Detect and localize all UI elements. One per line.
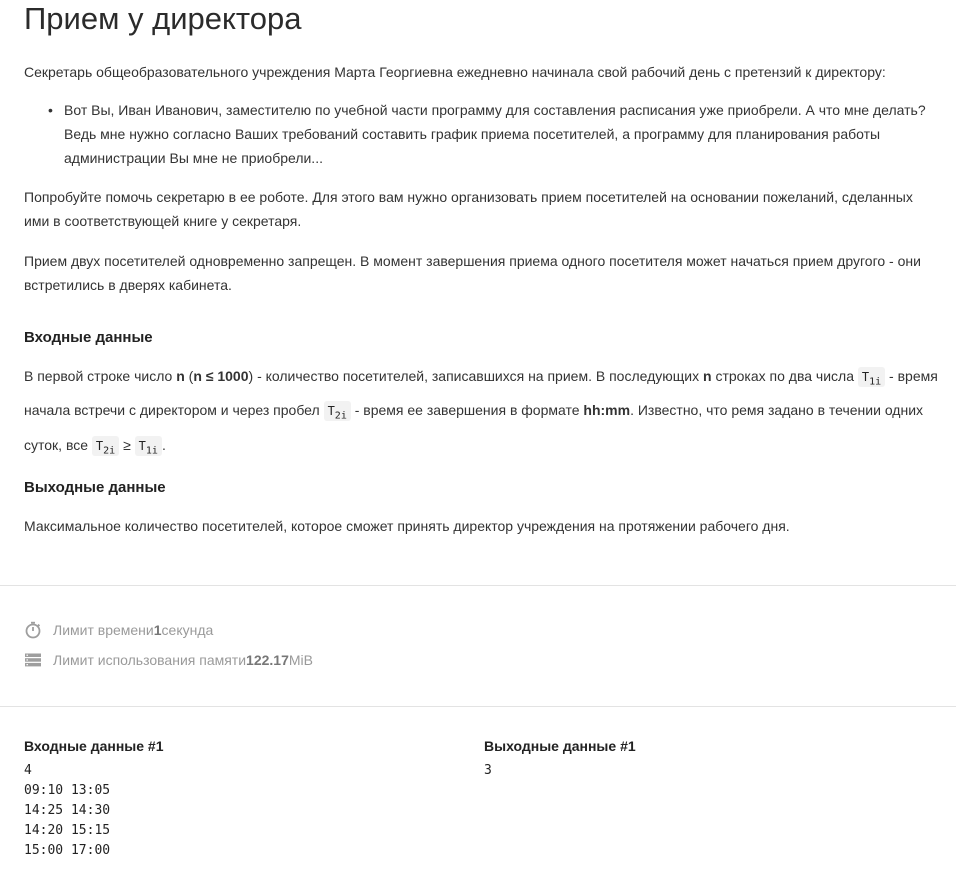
var-n-limit: n ≤ 1000	[193, 368, 249, 384]
code-t1b-sub: 1i	[145, 445, 158, 457]
input-text-end: .	[161, 436, 166, 453]
example-input-heading: Входные данные #1	[24, 738, 164, 754]
divider-top	[0, 585, 956, 586]
var-n: n	[176, 368, 185, 384]
input-text-7: . Известно, что ремя задано в течении одних суток, все	[24, 402, 924, 453]
output-description: Максимальное количество посетителей, которое сможет принять директор учреждения на протяжении рабочего дня.	[24, 518, 790, 534]
example-input-block: 4 09:10 13:05 14:25 14:30 14:20 15:15 15:00 17:00	[24, 763, 111, 858]
code-t1-sub: 1i	[869, 376, 882, 388]
memory-limit-unit: MiB	[288, 652, 313, 668]
example-output-heading: Выходные данные #1	[484, 738, 636, 754]
input-description	[24, 362, 939, 465]
memory-limit-value: 122.17	[246, 652, 289, 668]
code-t1-base: T	[861, 370, 870, 384]
memory-limit	[24, 651, 313, 669]
code-t2b-base: T	[95, 438, 104, 453]
quote-list	[24, 98, 936, 170]
code-t1	[858, 367, 885, 387]
code-t2-base: T	[327, 404, 335, 419]
input-text-2: (	[184, 368, 194, 384]
rule-paragraph: Прием двух посетителей одновременно запрещен. В момент завершения приема одного посетителя может начаться прием другого - они встретились в дверях кабинета.	[24, 253, 921, 293]
server-stack-icon	[24, 651, 42, 669]
quote-item: • Вот Вы, Иван Иванович, заместителю по учебной части программу для составления расписания уже приобрели. А что мне делать? Ведь мне нужно согласно Ваших требований составить график приема посетителей, а программу для планирования работы администрации Вы мне не приобрели...	[24, 98, 936, 170]
input-text-4: строках по два числа	[711, 368, 858, 384]
code-t1-b	[135, 436, 162, 456]
output-heading: Выходные данные	[24, 479, 166, 496]
time-limit-value: 1	[153, 622, 162, 638]
time-limit	[24, 621, 213, 639]
input-text-1: В первой строке число	[24, 368, 177, 384]
code-t2-sub: 2i	[334, 410, 347, 422]
input-heading: Входные данные	[24, 329, 153, 346]
stopwatch-icon	[24, 621, 42, 639]
time-limit-label: Лимит времени	[53, 622, 154, 638]
page-title: Прием у директора	[24, 1, 302, 36]
code-t2b-sub: 2i	[103, 445, 116, 457]
ge-sign: ≥	[119, 436, 135, 453]
input-text-3: ) - количество посетителей, записавшихся на прием. В последующих	[248, 368, 703, 384]
code-t1b-base: T	[138, 438, 146, 453]
example-output-block: 3	[484, 763, 492, 778]
intro-paragraph: Секретарь общеобразовательного учреждения Марта Георгиевна ежедневно начинала свой рабочий день с претензий к директору:	[24, 64, 886, 80]
time-format: hh:mm	[583, 402, 631, 419]
var-n-2: n	[703, 368, 712, 384]
memory-limit-label: Лимит использования памяти	[53, 652, 247, 668]
time-limit-unit: секунда	[161, 622, 214, 638]
task-paragraph: Попробуйте помочь секретарю в ее роботе. Для этого вам нужно организовать прием посетителей на основании пожеланий, сделанных ими в соответствующей книге у секретаря.	[24, 189, 913, 229]
code-t2	[324, 401, 351, 421]
code-t2-b	[92, 436, 119, 456]
input-text-6: - время ее завершения в формате	[350, 402, 584, 419]
input-text-5: - время начала встречи с директором и через пробел	[24, 368, 938, 419]
divider-bottom	[0, 706, 956, 707]
